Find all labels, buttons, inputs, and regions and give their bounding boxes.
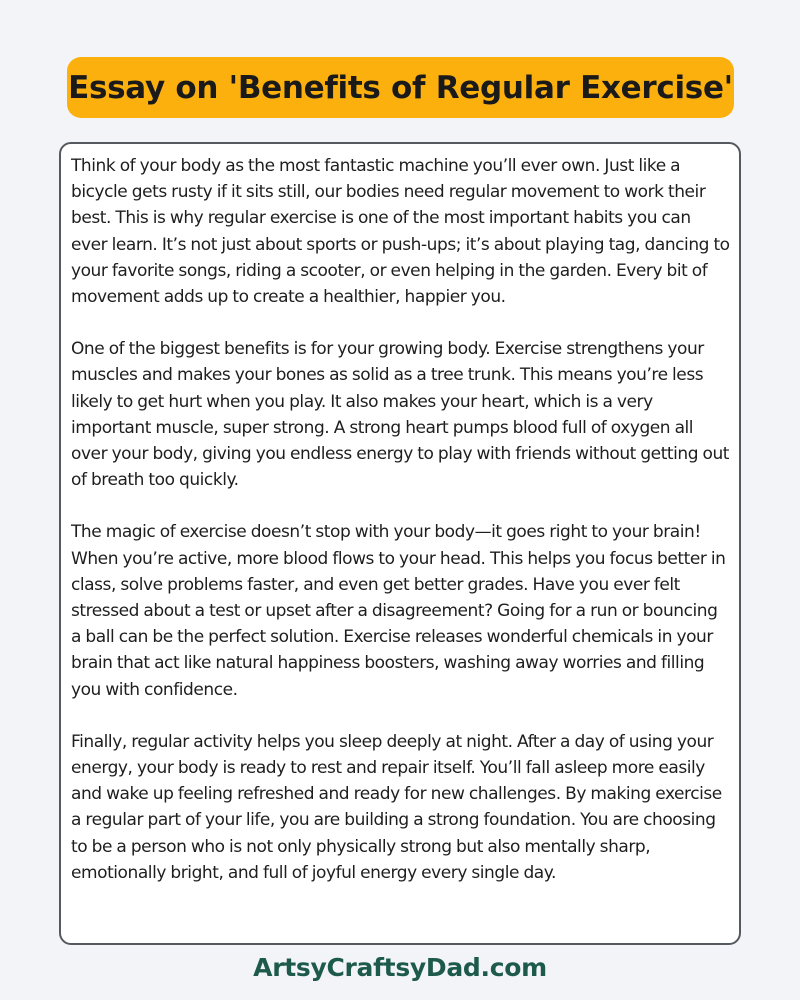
title-banner [67,57,734,118]
footer-website: ArtsyCraftsyDad.com [253,953,547,982]
essay-paragraph-3: The magic of exercise doesn’t stop with your body—it goes right to your brain! When you’re active, more blood flows to your head. This helps you focus better in class, solve problems faster, and even get better grades. Have you ever felt stressed about a test or upset after a disagreement? Going for a run or bouncing a ball can be the perfect solution. Exercise releases wonderful chemicals in your brain that act like natural happiness boosters, washing away worries and filling you with confidence. [71,522,726,700]
page-title: Essay on 'Benefits of Regular Exercise' [68,69,733,106]
essay-box [59,142,741,945]
essay-paragraph-4: Finally, regular activity helps you sleep deeply at night. After a day of using your energy, your body is ready to rest and repair itself. You’ll fall asleep more easily and wake up feeling refreshed and ready for new challenges. By making exercise a regular part of your life, you are building a strong foundation. You are choosing to be a person who is not only physically strong but also mentally sharp, emotionally bright, and full of joyful energy every single day. [71,731,722,883]
essay-paragraph-1: Think of your body as the most fantastic machine you’ll ever own. Just like a bicycle gets rusty if it sits still, our bodies need regular movement to work their best. This is why regular exercise is one of the most important habits you can ever learn. It’s not just about sports or push-ups; it’s about playing tag, dancing to your favorite songs, riding a scooter, or even helping in the garden. Every bit of movement adds up to create a healthier, happier you. [71,156,730,308]
essay-paragraph-2: One of the biggest benefits is for your growing body. Exercise strengthens your muscles and makes your bones as solid as a tree trunk. This means you’re less likely to get hurt when you play. It also makes your heart, which is a very important muscle, super strong. A strong heart pumps blood full of oxygen all over your body, giving you endless energy to play with friends without getting out of breath too quickly. [71,339,730,491]
